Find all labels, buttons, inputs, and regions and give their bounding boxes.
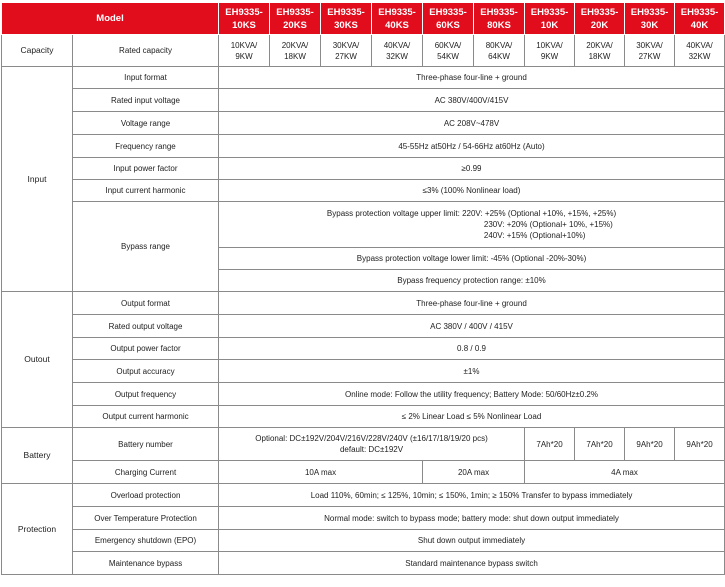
model-name: EH9335- 20KS <box>270 3 321 35</box>
model-name: EH9335- 40K <box>675 3 725 35</box>
capacity-value: 10KVA/ 9KW <box>219 35 270 67</box>
param-label: Rated output voltage <box>73 315 219 338</box>
capacity-value: 80KVA/ 64KW <box>474 35 525 67</box>
param-label: Emergency shutdown (EPO) <box>73 530 219 552</box>
param-label: Rated capacity <box>73 35 219 67</box>
battery-number-cell: 9Ah*20 <box>675 428 725 461</box>
param-label: Battery number <box>73 428 219 461</box>
model-name: EH9335- 40KS <box>372 3 423 35</box>
param-label: Input power factor <box>73 158 219 180</box>
bypass-upper-line: 230V: +20% (Optional+ 10%, +15%) <box>483 220 613 229</box>
param-label: Over Temperature Protection <box>73 507 219 530</box>
table-row <box>2 112 725 135</box>
table-row <box>2 315 725 338</box>
spec-table <box>1 2 725 575</box>
param-label: Maintenance bypass <box>73 552 219 575</box>
param-label: Voltage range <box>73 112 219 135</box>
param-label: Input format <box>73 67 219 89</box>
table-row <box>2 406 725 428</box>
group-label-input: Input <box>2 67 73 292</box>
table-row <box>2 135 725 158</box>
bypass-upper-limit <box>219 202 725 248</box>
table-row <box>2 67 725 89</box>
bypass-upper-line: Bypass protection voltage upper limit: 220V: +25% (Optional +10%, +15%, +25%) <box>326 209 617 218</box>
charging-current-value: 20A max <box>423 461 525 484</box>
param-value: AC 208V~478V <box>219 112 725 135</box>
group-label-battery: Battery <box>2 428 73 484</box>
table-row <box>2 552 725 575</box>
charging-current-value: 4A max <box>525 461 725 484</box>
param-value: Shut down output immediately <box>219 530 725 552</box>
model-name: EH9335- 20K <box>575 3 625 35</box>
param-label: Output power factor <box>73 338 219 360</box>
battery-number-value: Optional: DC±192V/204V/216V/228V/240V (±16/17/18/19/20 pcs) default: DC±192V <box>219 428 525 461</box>
model-name: EH9335- 30KS <box>321 3 372 35</box>
param-value: AC 380V / 400V / 415V <box>219 315 725 338</box>
group-label-output: Outout <box>2 292 73 428</box>
param-value: ≤ 2% Linear Load ≤ 5% Nonlinear Load <box>219 406 725 428</box>
param-value: 0.8 / 0.9 <box>219 338 725 360</box>
param-value: Three-phase four-line + ground <box>219 292 725 315</box>
model-name: EH9335- 80KS <box>474 3 525 35</box>
param-value: ≥0.99 <box>219 158 725 180</box>
param-label: Input current harmonic <box>73 180 219 202</box>
param-label: Frequency range <box>73 135 219 158</box>
table-row <box>2 180 725 202</box>
param-label: Charging Current <box>73 461 219 484</box>
capacity-value: 40KVA/ 32KW <box>675 35 725 67</box>
table-row <box>2 292 725 315</box>
table-row <box>2 383 725 406</box>
bypass-lower-limit: Bypass protection voltage lower limit: -45% (Optional -20%-30%) <box>219 248 725 270</box>
table-row <box>2 338 725 360</box>
table-row <box>2 530 725 552</box>
table-row <box>2 360 725 383</box>
capacity-value: 60KVA/ 54KW <box>423 35 474 67</box>
param-value: 45-55Hz at50Hz / 54-66Hz at60Hz (Auto) <box>219 135 725 158</box>
bypass-upper-line: 240V: +15% (Optional+10%) <box>483 231 586 240</box>
table-row <box>2 35 725 67</box>
param-value: AC 380V/400V/415V <box>219 89 725 112</box>
table-row <box>2 461 725 484</box>
param-label: Overload protection <box>73 484 219 507</box>
capacity-value: 10KVA/ 9KW <box>525 35 575 67</box>
model-name: EH9335- 30K <box>625 3 675 35</box>
model-name: EH9335- 60KS <box>423 3 474 35</box>
param-label: Output frequency <box>73 383 219 406</box>
table-row <box>2 428 725 461</box>
model-header: Model <box>2 3 219 35</box>
param-value: ≤3% (100% Nonlinear load) <box>219 180 725 202</box>
param-label: Output format <box>73 292 219 315</box>
capacity-value: 30KVA/ 27KW <box>321 35 372 67</box>
battery-number-cell: 7Ah*20 <box>575 428 625 461</box>
table-row <box>2 484 725 507</box>
capacity-value: 20KVA/ 18KW <box>575 35 625 67</box>
capacity-value: 40KVA/ 32KW <box>372 35 423 67</box>
param-value: Load 110%, 60min; ≤ 125%, 10min; ≤ 150%, 1min; ≥ 150% Transfer to bypass immediately <box>219 484 725 507</box>
model-name: EH9335- 10KS <box>219 3 270 35</box>
param-value: Normal mode: switch to bypass mode; battery mode: shut down output immediately <box>219 507 725 530</box>
param-label: Output accuracy <box>73 360 219 383</box>
table-row <box>2 158 725 180</box>
bypass-frequency: Bypass frequency protection range: ±10% <box>219 270 725 292</box>
param-label: Rated input voltage <box>73 89 219 112</box>
param-value: Online mode: Follow the utility frequency; Battery Mode: 50/60Hz±0.2% <box>219 383 725 406</box>
table-row <box>2 89 725 112</box>
battery-number-cell: 7Ah*20 <box>525 428 575 461</box>
table-row <box>2 202 725 248</box>
bypass-upper-block <box>327 208 616 241</box>
group-label-capacity: Capacity <box>2 35 73 67</box>
model-name: EH9335- 10K <box>525 3 575 35</box>
group-label-protection: Protection <box>2 484 73 575</box>
capacity-value: 20KVA/ 18KW <box>270 35 321 67</box>
param-label: Output current harmonic <box>73 406 219 428</box>
param-value: Three-phase four-line + ground <box>219 67 725 89</box>
charging-current-value: 10A max <box>219 461 423 484</box>
param-value: Standard maintenance bypass switch <box>219 552 725 575</box>
capacity-value: 30KVA/ 27KW <box>625 35 675 67</box>
header-row <box>2 3 725 35</box>
param-label: Bypass range <box>73 202 219 292</box>
battery-number-cell: 9Ah*20 <box>625 428 675 461</box>
param-value: ±1% <box>219 360 725 383</box>
table-row <box>2 507 725 530</box>
